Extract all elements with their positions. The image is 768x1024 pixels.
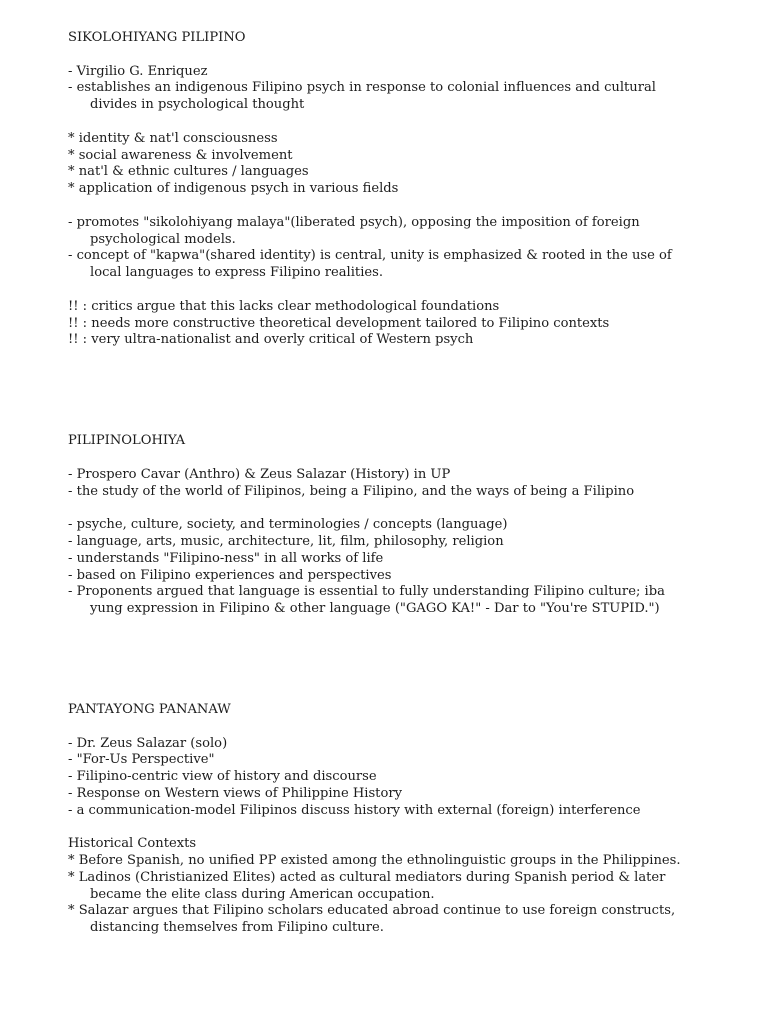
note-line: - the study of the world of Filipinos, being a Filipino, and the ways of being a Filipino [68, 483, 635, 499]
note-line: - Response on Western views of Philippine History [68, 785, 402, 801]
section-pantayong-pananaw [68, 702, 728, 937]
subheading: Historical Contexts [68, 836, 197, 852]
bullet-item: * social awareness & involvement [68, 147, 293, 163]
note-line-continuation: local languages to express Filipino realities. [90, 265, 384, 281]
section-title: SIKOLOHIYANG PILIPINO [68, 30, 246, 45]
bullet-item: * nat'l & ethnic cultures / languages [68, 164, 309, 180]
note-line: - Filipino-centric view of history and discourse [68, 769, 377, 785]
note-line-continuation: yung expression in Filipino & other language ("GAGO KA!" - Dar to "You're STUPID.") [90, 601, 660, 617]
note-line: - based on Filipino experiences and perspectives [68, 567, 392, 583]
note-line-continuation: psychological models. [90, 231, 236, 247]
note-line: - Virgilio G. Enriquez [68, 63, 208, 79]
note-line: - Proponents argued that language is essential to fully understanding Filipino culture; iba [68, 584, 665, 600]
section-title: PANTAYONG PANANAW [68, 701, 231, 717]
bullet-item: * identity & nat'l consciousness [68, 130, 278, 146]
bullet-item-continuation: distancing themselves from Filipino culture. [90, 920, 384, 936]
bullet-item: * Before Spanish, no unified PP existed among the ethnolinguistic groups in the Philippines. [68, 853, 681, 869]
note-line: - promotes "sikolohiyang malaya"(liberated psych), opposing the imposition of foreign [68, 214, 640, 230]
note-line: - Dr. Zeus Salazar (solo) [68, 735, 228, 751]
note-line: - language, arts, music, architecture, lit, film, philosophy, religion [68, 533, 504, 549]
section-pilipinolohiya [68, 433, 728, 618]
document-page [68, 30, 728, 937]
bullet-item-continuation: became the elite class during American occupation. [90, 886, 435, 902]
note-line: - concept of "kapwa"(shared identity) is central, unity is emphasized & rooted in the use of [68, 248, 672, 264]
bullet-item: * Ladinos (Christianized Elites) acted as cultural mediators during Spanish period & later [68, 869, 666, 885]
section-title: PILIPINOLOHIYA [68, 433, 186, 449]
note-line-continuation: divides in psychological thought [90, 97, 305, 113]
note-line: - establishes an indigenous Filipino psych in response to colonial influences and cultural [68, 80, 656, 96]
note-line: - Prospero Cavar (Anthro) & Zeus Salazar (History) in UP [68, 466, 451, 482]
critique-line: !! : critics argue that this lacks clear methodological foundations [68, 298, 500, 314]
note-line: - psyche, culture, society, and terminologies / concepts (language) [68, 517, 508, 533]
note-line: - a communication-model Filipinos discuss history with external (foreign) interference [68, 802, 641, 818]
bullet-item: * application of indigenous psych in various fields [68, 181, 399, 197]
note-line: - understands "Filipino-ness" in all works of life [68, 550, 384, 566]
section-sikolohiyang-pilipino [68, 30, 728, 349]
critique-line: !! : very ultra-nationalist and overly critical of Western psych [68, 332, 474, 348]
note-line: - "For-Us Perspective" [68, 752, 215, 768]
bullet-item: * Salazar argues that Filipino scholars educated abroad continue to use foreign constructs, [68, 903, 676, 919]
critique-line: !! : needs more constructive theoretical development tailored to Filipino contexts [68, 315, 610, 331]
